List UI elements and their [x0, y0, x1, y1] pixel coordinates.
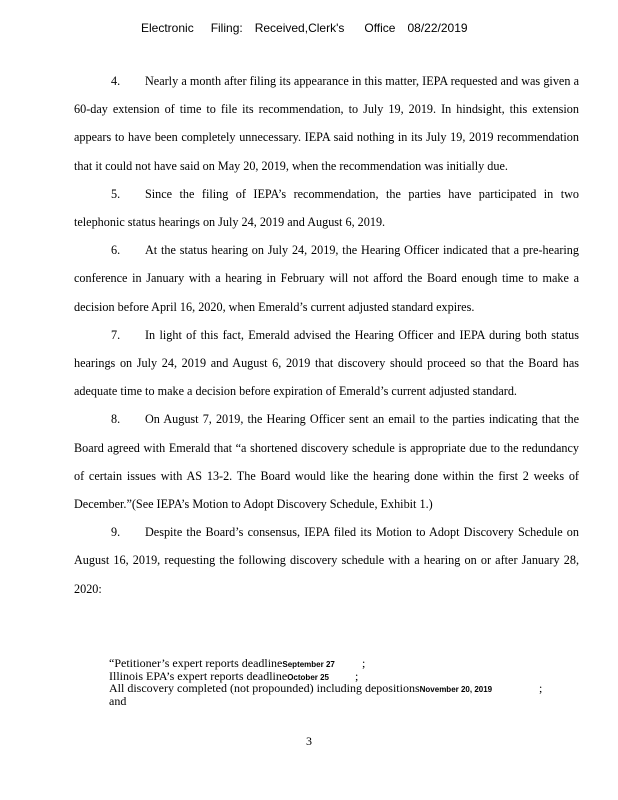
document-body	[74, 67, 579, 603]
paragraph-text: On August 7, 2019, the Hearing Officer sent an email to the parties indicating that the Board agreed with Emerald that “a shortened discovery schedule is appropriate due to the redundancy of certain issues with AS 13-2. The Board would like the hearing done within the first 2 weeks of December.”(See IEPA’s Motion to Adopt Discovery Schedule, Exhibit 1.)	[74, 412, 579, 512]
discovery-schedule-quote	[109, 657, 569, 707]
paragraph-text: Despite the Board’s consensus, IEPA filed its Motion to Adopt Discovery Schedule on August 16, 2019, requesting the following discovery schedule with a hearing on or after January 28, 2020:	[74, 525, 579, 596]
header-received-clerks: Received,Clerk's	[254, 21, 345, 35]
paragraph-number: 9.	[111, 525, 121, 540]
header-office: Office	[364, 21, 396, 35]
paragraph-number: 6.	[111, 243, 121, 258]
filing-header	[141, 21, 468, 35]
quote-semicolon: ;	[355, 668, 359, 683]
paragraph-number: 5.	[111, 186, 121, 201]
quote-deadline: November 20, 2019	[419, 685, 493, 694]
paragraph-6	[74, 236, 579, 321]
quote-text: and	[109, 693, 127, 708]
paragraph-4	[74, 67, 579, 180]
quote-deadline: September 27	[282, 660, 335, 669]
quote-text: All discovery completed (not propounded) including depositions	[109, 681, 420, 695]
quote-semicolon: ;	[539, 681, 543, 695]
paragraph-number: 4.	[111, 74, 121, 88]
quote-text: Illinois EPA’s expert reports deadline	[109, 668, 288, 683]
paragraph-8	[74, 405, 579, 518]
paragraph-text: At the status hearing on July 24, 2019, the Hearing Officer indicated that a pre-hearing conference in January with a hearing in February will not afford the Board enough time to make a decision before April 16, 2020, when Emerald’s current adjusted standard expires.	[74, 243, 579, 314]
quote-line-discovery	[109, 682, 569, 695]
paragraph-number: 7.	[111, 327, 121, 342]
paragraph-text: In light of this fact, Emerald advised the Hearing Officer and IEPA during both status hearings on July 24, 2019 and August 6, 2019 that discovery should proceed so that the Board has adequate time to make a decision before expiration of Emerald’s current adjusted standard.	[74, 327, 579, 399]
header-date: 08/22/2019	[407, 21, 468, 35]
page-number: 3	[306, 734, 312, 748]
paragraph-5	[74, 180, 579, 236]
quote-semicolon: ;	[362, 656, 366, 670]
paragraph-7	[74, 321, 579, 406]
paragraph-text: Since the filing of IEPA’s recommendation, the parties have participated in two telephonic status hearings on July 24, 2019 and August 6, 2019.	[74, 186, 579, 230]
quote-line-and	[109, 695, 569, 708]
paragraph-text: Nearly a month after filing its appearance in this matter, IEPA requested and was given a 60-day extension of time to file its recommendation, to July 19, 2019. In hindsight, this extension appears to have been completely unnecessary. IEPA said nothing in its July 19, 2019 recommendation that it could not have said on May 20, 2019, when the recommendation was initially due.	[74, 74, 579, 173]
paragraph-number: 8.	[111, 412, 121, 427]
quote-deadline: October 25	[287, 672, 329, 682]
header-filing: Filing:	[210, 21, 243, 35]
quote-text: “Petitioner’s expert reports deadline	[109, 656, 283, 670]
header-electronic: Electronic	[141, 21, 194, 35]
paragraph-9	[74, 518, 579, 603]
